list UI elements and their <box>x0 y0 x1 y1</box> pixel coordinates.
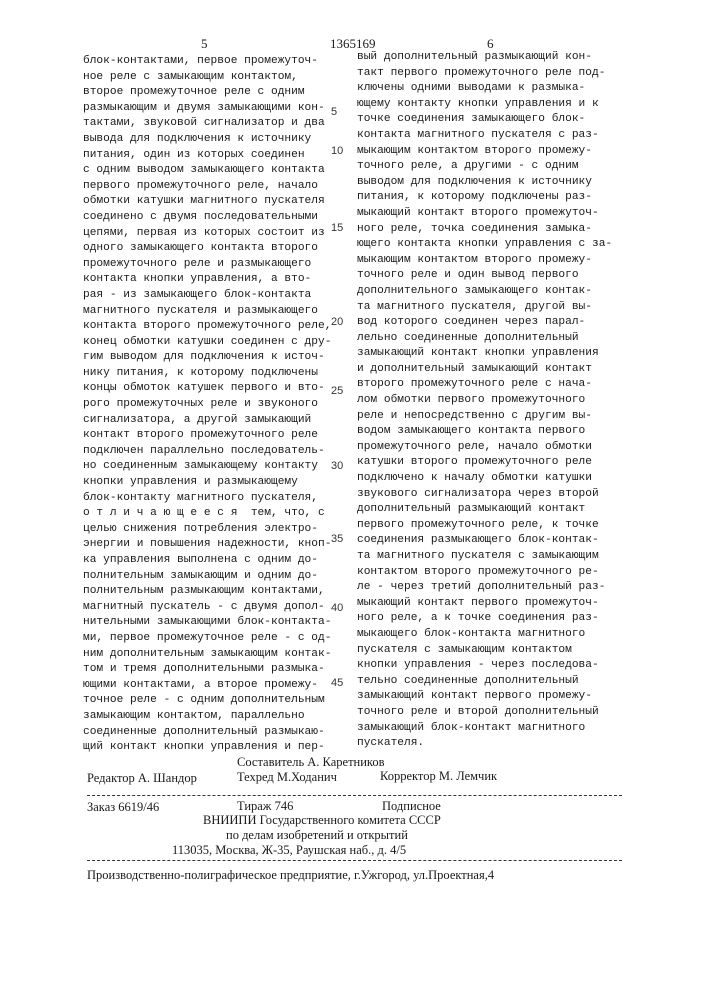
text-line: контактом второго промежуточного ре- <box>357 565 612 581</box>
line-number: 5 <box>331 106 337 118</box>
line-number: 10 <box>331 145 343 157</box>
text-line: первого промежуточного реле, начало <box>83 179 331 195</box>
text-line: вывода для подключения к источнику <box>83 132 331 148</box>
text-line: контакта второго промежуточного реле, <box>83 319 331 335</box>
text-line: размыкающим и двумя замыкающими кон- <box>83 101 331 117</box>
text-line: обмотки катушки магнитного пускателя <box>83 194 331 210</box>
text-line: тельно соединенные дополнительный <box>357 674 612 690</box>
text-line: дополнительного замыкающего контак- <box>357 284 612 300</box>
text-line: рого промежуточных реле и звуконого <box>83 397 331 413</box>
text-line: с одним выводом замыкающего контакта <box>83 163 331 179</box>
text-line: катушки второго промежуточного реле <box>357 455 612 471</box>
line-number: 25 <box>331 385 343 397</box>
text-line: промежуточного реле, начало обмотки <box>357 440 612 456</box>
text-line: лельно соединенные дополнительный <box>357 331 612 347</box>
text-line: блок-контакту магнитного пускателя, <box>83 491 331 507</box>
text-line: замыкающий блок-контакт магнитного <box>357 721 612 737</box>
printer-line: Производственно-полиграфическое предприятие, г.Ужгород, ул.Проектная,4 <box>87 868 494 883</box>
text-line: точного реле и второй дополнительный <box>357 705 612 721</box>
text-line: концы обмоток катушек первого и вто- <box>83 381 331 397</box>
compiler: Составитель А. Каретников <box>237 755 385 770</box>
subscription: Подписное <box>382 799 441 814</box>
text-line: контакта магнитного пускателя с раз- <box>357 128 612 144</box>
text-line: ключены одними выводами к размыка- <box>357 81 612 97</box>
text-line: второго промежуточного реле с нача- <box>357 377 612 393</box>
techred: Техред М.Ходанич <box>237 770 337 785</box>
text-line: второе промежуточное реле с одним <box>83 85 331 101</box>
text-line: та магнитного пускателя с замыкающим <box>357 549 612 565</box>
right-text-column <box>357 50 612 752</box>
text-line: подключен параллельно последователь- <box>83 444 331 460</box>
text-line: конец обмотки катушки соединен с дру- <box>83 335 331 351</box>
text-line: пускателя. <box>357 736 612 752</box>
text-line: рая - из замыкающего блок-контакта <box>83 288 331 304</box>
text-line: ющего контакта кнопки управления с за- <box>357 237 612 253</box>
text-line: ми, первое промежуточное реле - с од- <box>83 631 331 647</box>
text-line: мыкающий контакт первого промежуточ- <box>357 596 612 612</box>
line-number: 20 <box>331 316 343 328</box>
text-line: водом замыкающего контакта первого <box>357 424 612 440</box>
text-line: пускателя с замыкающим контактом <box>357 643 612 659</box>
text-line: ное реле с замыкающим контактом, <box>83 70 331 86</box>
line-number: 45 <box>331 677 343 689</box>
text-line: тактами, звуковой сигнализатор и два <box>83 116 331 132</box>
text-line: контакт второго промежуточного реле <box>83 428 331 444</box>
text-line: полнительным размыкающим контактами, <box>83 584 331 600</box>
page-number-right: 6 <box>487 36 494 52</box>
text-line: ле - через третий дополнительный раз- <box>357 580 612 596</box>
text-line: точное реле - с одним дополнительным <box>83 693 331 709</box>
text-line: целью снижения потребления электро- <box>83 522 331 538</box>
divider-bottom <box>87 860 622 861</box>
text-line: ного реле, точка соединения замыка- <box>357 222 612 238</box>
text-line: мыкающим контактом второго промежу- <box>357 144 612 160</box>
text-line: ним дополнительным замыкающим контак- <box>83 647 331 663</box>
order-number: Заказ 6619/46 <box>87 800 159 815</box>
text-line: одного замыкающего контакта второго <box>83 241 331 257</box>
text-line: гим выводом для подключения к источ- <box>83 350 331 366</box>
line-number: 35 <box>331 533 343 545</box>
editor: Редактор А. Шандор <box>87 771 197 786</box>
text-line: цепями, первая из которых состоит из <box>83 226 331 242</box>
org-line-2: по делам изобретений и открытий <box>226 828 408 843</box>
text-line: кнопки управления - через последова- <box>357 658 612 674</box>
text-line: питания, один из которых соединен <box>83 148 331 164</box>
text-line: соединено с двумя последовательными <box>83 210 331 226</box>
text-line: полнительным замыкающим и одним до- <box>83 569 331 585</box>
text-line: но соединенным замыкающему контакту <box>83 459 331 475</box>
text-line: подключено к началу обмотки катушки <box>357 471 612 487</box>
corrector: Корректор М. Лемчик <box>380 769 497 784</box>
line-number: 30 <box>331 460 343 472</box>
text-line: промежуточного реле и размыкающего <box>83 257 331 273</box>
text-line: питания, к которому подключены раз- <box>357 190 612 206</box>
text-line: точного реле, а другими - с одним <box>357 159 612 175</box>
text-line: контакта кнопки управления, а вто- <box>83 272 331 288</box>
text-line: нительными замыкающими блок-контакта- <box>83 615 331 631</box>
text-line: ющему контакту кнопки управления и к <box>357 97 612 113</box>
text-line: мыкающего блок-контакта магнитного <box>357 627 612 643</box>
text-line: том и тремя дополнительными размыка- <box>83 662 331 678</box>
text-line: ка управления выполнена с одним до- <box>83 553 331 569</box>
line-number: 40 <box>331 602 343 614</box>
text-line: вод которого соединен через парал- <box>357 315 612 331</box>
text-line: выводом для подключения к источнику <box>357 175 612 191</box>
text-line: точного реле и один вывод первого <box>357 268 612 284</box>
text-line: кнопки управления и размыкающему <box>83 475 331 491</box>
text-line: энергии и повышения надежности, кноп- <box>83 537 331 553</box>
text-line: дополнительный размыкающий контакт <box>357 502 612 518</box>
text-line: звукового сигнализатора через второй <box>357 487 612 503</box>
text-line: и дополнительный замыкающий контакт <box>357 362 612 378</box>
text-line: замыкающим контактом, параллельно <box>83 709 331 725</box>
text-line: реле и непосредственно с другим вы- <box>357 409 612 425</box>
page-number-left: 5 <box>201 36 208 52</box>
text-line: соединенные дополнительный размыкаю- <box>83 725 331 741</box>
text-line: сигнализатора, а другой замыкающий <box>83 413 331 429</box>
text-line: замыкающий контакт первого промежу- <box>357 689 612 705</box>
text-line: магнитный пускатель - с двумя допол- <box>83 600 331 616</box>
circulation: Тираж 746 <box>237 799 293 814</box>
org-address: 113035, Москва, Ж-35, Раушская наб., д. 4/5 <box>172 843 406 858</box>
text-line: щий контакт кнопки управления и пер- <box>83 740 331 756</box>
text-line: первого промежуточного реле, к точке <box>357 518 612 534</box>
text-line: такт первого промежуточного реле под- <box>357 66 612 82</box>
org-line-1: ВНИИПИ Государственного комитета СССР <box>203 813 441 828</box>
text-line: замыкающий контакт кнопки управления <box>357 346 612 362</box>
text-line: ющими контактами, а второе промежу- <box>83 678 331 694</box>
text-line: магнитного пускателя и размыкающего <box>83 304 331 320</box>
text-line: нику питания, к которому подключены <box>83 366 331 382</box>
text-line: ного реле, а к точке соединения раз- <box>357 611 612 627</box>
left-text-column <box>83 54 331 756</box>
text-line: мыкающим контактом второго промежу- <box>357 253 612 269</box>
text-line: мыкающий контакт второго промежуточ- <box>357 206 612 222</box>
text-line: о т л и ч а ю щ е е с я тем, что, с <box>83 506 331 522</box>
text-line: вый дополнительный размыкающий кон- <box>357 50 612 66</box>
patent-number: 1365169 <box>330 36 376 52</box>
divider-top <box>87 795 622 796</box>
text-line: соединения размыкающего блок-контак- <box>357 533 612 549</box>
line-number: 15 <box>331 222 343 234</box>
text-line: та магнитного пускателя, другой вы- <box>357 300 612 316</box>
text-line: лом обмотки первого промежуточного <box>357 393 612 409</box>
text-line: блок-контактами, первое промежуточ- <box>83 54 331 70</box>
text-line: точке соединения замыкающего блок- <box>357 112 612 128</box>
